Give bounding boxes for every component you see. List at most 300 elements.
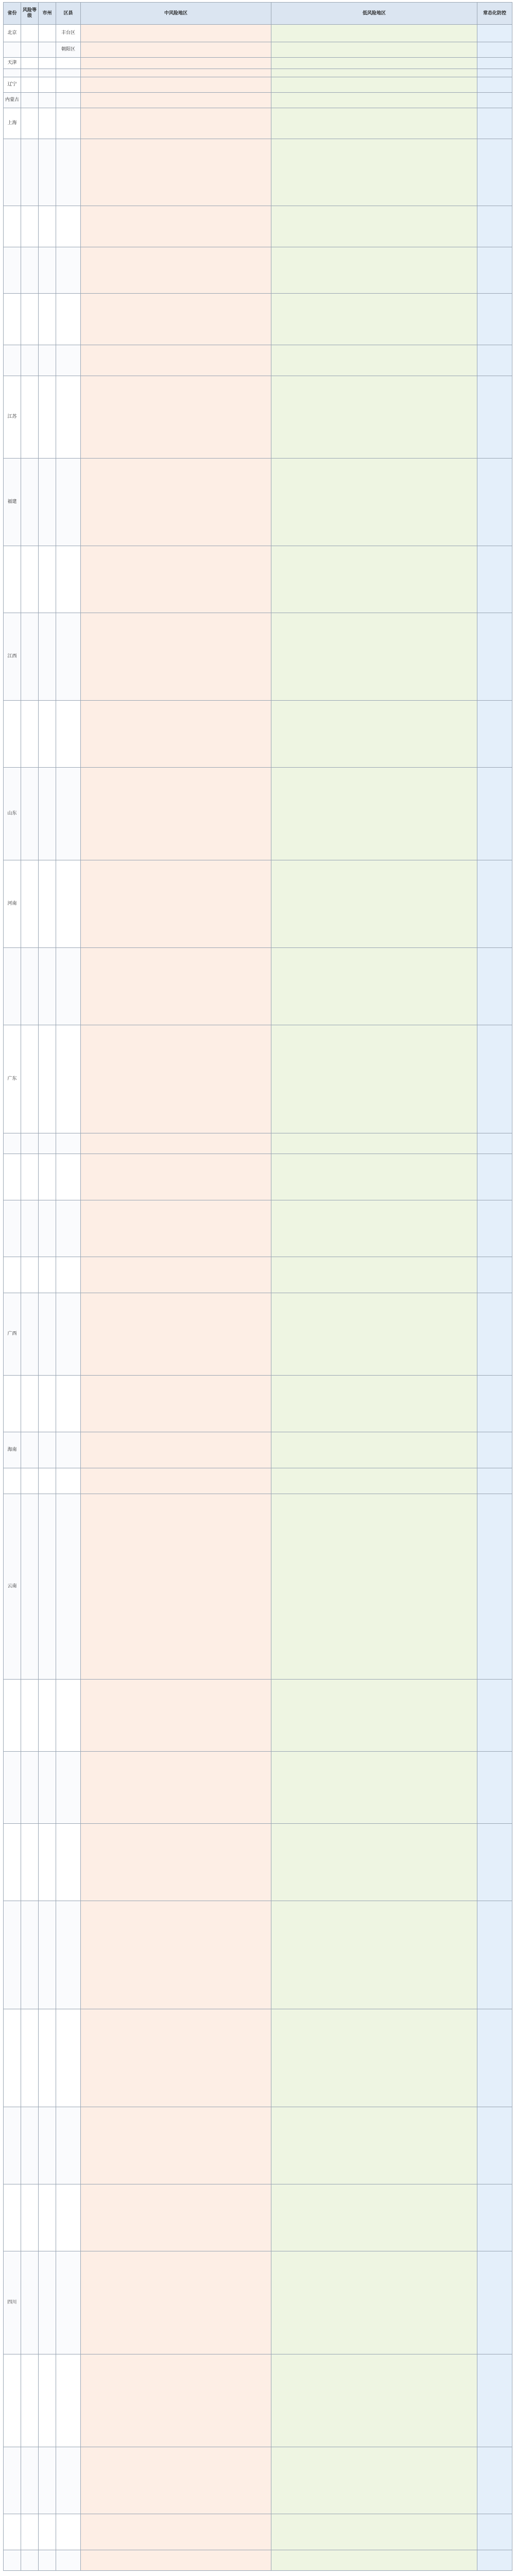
district-cell	[56, 2514, 81, 2550]
low-risk-cell	[271, 613, 477, 701]
city-cell	[39, 1154, 56, 1200]
low-risk-cell	[271, 1257, 477, 1293]
medium-risk-cell	[81, 1824, 271, 1901]
province-cell	[4, 701, 21, 768]
district-cell	[56, 1824, 81, 1901]
table-row	[4, 1752, 512, 1824]
city-cell	[39, 93, 56, 108]
table-row	[4, 2354, 512, 2447]
level-cell	[21, 108, 39, 139]
medium-risk-cell	[81, 345, 271, 376]
district-cell	[56, 768, 81, 860]
normal-control-cell	[477, 247, 512, 294]
medium-risk-cell	[81, 69, 271, 77]
low-risk-cell	[271, 701, 477, 768]
table-row	[4, 2447, 512, 2514]
level-cell	[21, 1468, 39, 1494]
city-cell	[39, 25, 56, 42]
city-cell	[39, 345, 56, 376]
city-cell	[39, 948, 56, 1025]
district-cell	[56, 93, 81, 108]
city-cell	[39, 294, 56, 345]
medium-risk-cell	[81, 77, 271, 93]
district-cell	[56, 546, 81, 613]
medium-risk-cell	[81, 546, 271, 613]
table-header-row	[4, 3, 512, 25]
level-cell	[21, 948, 39, 1025]
level-cell	[21, 1257, 39, 1293]
district-cell	[56, 58, 81, 69]
normal-control-cell	[477, 1257, 512, 1293]
table-row	[4, 613, 512, 701]
normal-control-cell	[477, 1432, 512, 1468]
low-risk-cell	[271, 1680, 477, 1752]
table-row	[4, 247, 512, 294]
medium-risk-cell	[81, 247, 271, 294]
district-cell	[56, 1468, 81, 1494]
province-cell	[4, 247, 21, 294]
medium-risk-cell	[81, 108, 271, 139]
medium-risk-cell	[81, 2107, 271, 2184]
normal-control-cell	[477, 1200, 512, 1257]
district-cell	[56, 1432, 81, 1468]
medium-risk-cell	[81, 1376, 271, 1432]
district-cell	[56, 613, 81, 701]
low-risk-cell	[271, 948, 477, 1025]
level-cell	[21, 69, 39, 77]
city-cell	[39, 1752, 56, 1824]
district-cell	[56, 2184, 81, 2251]
district-cell	[56, 376, 81, 459]
normal-control-cell	[477, 2184, 512, 2251]
level-cell	[21, 247, 39, 294]
normal-control-cell	[477, 2447, 512, 2514]
district-cell	[56, 2251, 81, 2354]
city-cell	[39, 768, 56, 860]
table-row	[4, 1133, 512, 1154]
table-row	[4, 2107, 512, 2184]
table-row	[4, 1494, 512, 1680]
province-cell	[4, 2184, 21, 2251]
low-risk-cell	[271, 2447, 477, 2514]
level-cell	[21, 459, 39, 546]
level-cell	[21, 546, 39, 613]
table-row	[4, 1200, 512, 1257]
district-cell	[56, 77, 81, 93]
province-cell	[4, 1680, 21, 1752]
normal-control-cell	[477, 69, 512, 77]
normal-control-cell	[477, 948, 512, 1025]
table-row	[4, 77, 512, 93]
city-cell	[39, 1824, 56, 1901]
table-row	[4, 768, 512, 860]
city-cell	[39, 2514, 56, 2550]
level-cell	[21, 2447, 39, 2514]
city-cell	[39, 1468, 56, 1494]
table-row	[4, 2550, 512, 2571]
province-cell	[4, 2107, 21, 2184]
normal-control-cell	[477, 77, 512, 93]
table-row	[4, 701, 512, 768]
table-row	[4, 2184, 512, 2251]
table-row	[4, 860, 512, 948]
level-cell	[21, 294, 39, 345]
normal-control-cell	[477, 2009, 512, 2107]
city-cell	[39, 860, 56, 948]
province-cell	[4, 2550, 21, 2571]
low-risk-cell	[271, 42, 477, 58]
medium-risk-cell	[81, 2009, 271, 2107]
table-row	[4, 1376, 512, 1432]
medium-risk-cell	[81, 2354, 271, 2447]
level-cell	[21, 25, 39, 42]
level-cell	[21, 1154, 39, 1200]
low-risk-cell	[271, 1154, 477, 1200]
city-cell	[39, 1376, 56, 1432]
table-row	[4, 139, 512, 206]
header-city: 市州	[39, 3, 56, 25]
normal-control-cell	[477, 2354, 512, 2447]
normal-control-cell	[477, 768, 512, 860]
normal-control-cell	[477, 93, 512, 108]
table-row	[4, 1154, 512, 1200]
city-cell	[39, 247, 56, 294]
level-cell	[21, 1680, 39, 1752]
level-cell	[21, 2354, 39, 2447]
level-cell	[21, 93, 39, 108]
level-cell	[21, 42, 39, 58]
medium-risk-cell	[81, 1025, 271, 1133]
level-cell	[21, 345, 39, 376]
medium-risk-cell	[81, 1494, 271, 1680]
normal-control-cell	[477, 294, 512, 345]
city-cell	[39, 701, 56, 768]
low-risk-cell	[271, 108, 477, 139]
province-cell	[4, 2514, 21, 2550]
table-row	[4, 459, 512, 546]
low-risk-cell	[271, 1025, 477, 1133]
medium-risk-cell	[81, 1293, 271, 1376]
medium-risk-cell	[81, 376, 271, 459]
medium-risk-cell	[81, 1901, 271, 2009]
table-body	[4, 25, 512, 2571]
table-row	[4, 1025, 512, 1133]
city-cell	[39, 42, 56, 58]
district-cell	[56, 1200, 81, 1257]
province-cell: 江西	[4, 613, 21, 701]
header-level: 风险等级	[21, 3, 39, 25]
medium-risk-cell	[81, 93, 271, 108]
medium-risk-cell	[81, 1257, 271, 1293]
normal-control-cell	[477, 2251, 512, 2354]
normal-control-cell	[477, 206, 512, 247]
province-cell	[4, 1376, 21, 1432]
medium-risk-cell	[81, 58, 271, 69]
district-cell	[56, 1293, 81, 1376]
table-row	[4, 42, 512, 58]
normal-control-cell	[477, 58, 512, 69]
level-cell	[21, 206, 39, 247]
low-risk-cell	[271, 206, 477, 247]
city-cell	[39, 1432, 56, 1468]
low-risk-cell	[271, 1468, 477, 1494]
low-risk-cell	[271, 25, 477, 42]
level-cell	[21, 1133, 39, 1154]
medium-risk-cell	[81, 2251, 271, 2354]
medium-risk-cell	[81, 1468, 271, 1494]
level-cell	[21, 2107, 39, 2184]
province-cell	[4, 294, 21, 345]
province-cell	[4, 2009, 21, 2107]
city-cell	[39, 546, 56, 613]
district-cell	[56, 139, 81, 206]
normal-control-cell	[477, 1901, 512, 2009]
low-risk-cell	[271, 768, 477, 860]
level-cell	[21, 1752, 39, 1824]
low-risk-cell	[271, 2009, 477, 2107]
normal-control-cell	[477, 108, 512, 139]
city-cell	[39, 77, 56, 93]
city-cell	[39, 206, 56, 247]
low-risk-cell	[271, 1200, 477, 1257]
province-cell	[4, 345, 21, 376]
level-cell	[21, 2251, 39, 2354]
table-row	[4, 345, 512, 376]
table-row	[4, 2514, 512, 2550]
level-cell	[21, 139, 39, 206]
normal-control-cell	[477, 459, 512, 546]
header-medium: 中风险地区	[81, 3, 271, 25]
province-cell: 天津	[4, 58, 21, 69]
city-cell	[39, 1680, 56, 1752]
low-risk-cell	[271, 93, 477, 108]
province-cell	[4, 139, 21, 206]
table-row	[4, 93, 512, 108]
province-cell	[4, 948, 21, 1025]
table-row	[4, 108, 512, 139]
normal-control-cell	[477, 25, 512, 42]
table-row	[4, 546, 512, 613]
normal-control-cell	[477, 1376, 512, 1432]
medium-risk-cell	[81, 2184, 271, 2251]
table-row	[4, 58, 512, 69]
table-row	[4, 1680, 512, 1752]
province-cell: 福建	[4, 459, 21, 546]
city-cell	[39, 2251, 56, 2354]
province-cell	[4, 1752, 21, 1824]
normal-control-cell	[477, 139, 512, 206]
level-cell	[21, 77, 39, 93]
level-cell	[21, 1824, 39, 1901]
district-cell	[56, 701, 81, 768]
normal-control-cell	[477, 2514, 512, 2550]
district-cell	[56, 2550, 81, 2571]
normal-control-cell	[477, 613, 512, 701]
normal-control-cell	[477, 1293, 512, 1376]
level-cell	[21, 613, 39, 701]
low-risk-cell	[271, 1494, 477, 1680]
city-cell	[39, 2447, 56, 2514]
district-cell	[56, 206, 81, 247]
province-cell	[4, 69, 21, 77]
province-cell	[4, 42, 21, 58]
table-row	[4, 1257, 512, 1293]
city-cell	[39, 1133, 56, 1154]
level-cell	[21, 701, 39, 768]
district-cell	[56, 247, 81, 294]
level-cell	[21, 2184, 39, 2251]
low-risk-cell	[271, 2184, 477, 2251]
province-cell: 辽宁	[4, 77, 21, 93]
normal-control-cell	[477, 860, 512, 948]
level-cell	[21, 1025, 39, 1133]
table-row	[4, 1824, 512, 1901]
medium-risk-cell	[81, 948, 271, 1025]
low-risk-cell	[271, 345, 477, 376]
header-district: 区县	[56, 3, 81, 25]
district-cell	[56, 2009, 81, 2107]
low-risk-cell	[271, 2550, 477, 2571]
district-cell	[56, 948, 81, 1025]
district-cell	[56, 2354, 81, 2447]
medium-risk-cell	[81, 25, 271, 42]
city-cell	[39, 1025, 56, 1133]
city-cell	[39, 69, 56, 77]
low-risk-cell	[271, 2354, 477, 2447]
district-cell	[56, 1376, 81, 1432]
province-cell: 内蒙古	[4, 93, 21, 108]
medium-risk-cell	[81, 2447, 271, 2514]
city-cell	[39, 613, 56, 701]
low-risk-cell	[271, 1432, 477, 1468]
city-cell	[39, 1257, 56, 1293]
low-risk-cell	[271, 860, 477, 948]
medium-risk-cell	[81, 768, 271, 860]
district-cell	[56, 345, 81, 376]
level-cell	[21, 1432, 39, 1468]
medium-risk-cell	[81, 1752, 271, 1824]
medium-risk-cell	[81, 42, 271, 58]
district-cell	[56, 1025, 81, 1133]
level-cell	[21, 768, 39, 860]
low-risk-cell	[271, 1901, 477, 2009]
normal-control-cell	[477, 2107, 512, 2184]
low-risk-cell	[271, 58, 477, 69]
low-risk-cell	[271, 2514, 477, 2550]
normal-control-cell	[477, 546, 512, 613]
medium-risk-cell	[81, 860, 271, 948]
normal-control-cell	[477, 1752, 512, 1824]
province-cell: 上海	[4, 108, 21, 139]
province-cell	[4, 1154, 21, 1200]
table-row	[4, 948, 512, 1025]
province-cell	[4, 1468, 21, 1494]
medium-risk-cell	[81, 459, 271, 546]
low-risk-cell	[271, 459, 477, 546]
normal-control-cell	[477, 1494, 512, 1680]
low-risk-cell	[271, 294, 477, 345]
district-cell	[56, 860, 81, 948]
low-risk-cell	[271, 1824, 477, 1901]
province-cell	[4, 546, 21, 613]
low-risk-cell	[271, 139, 477, 206]
normal-control-cell	[477, 42, 512, 58]
low-risk-cell	[271, 1376, 477, 1432]
normal-control-cell	[477, 2550, 512, 2571]
city-cell	[39, 2107, 56, 2184]
city-cell	[39, 1901, 56, 2009]
province-cell: 云南	[4, 1494, 21, 1680]
medium-risk-cell	[81, 139, 271, 206]
low-risk-cell	[271, 2107, 477, 2184]
city-cell	[39, 58, 56, 69]
medium-risk-cell	[81, 2550, 271, 2571]
normal-control-cell	[477, 1025, 512, 1133]
city-cell	[39, 1293, 56, 1376]
province-cell: 四川	[4, 2251, 21, 2354]
district-cell	[56, 1901, 81, 2009]
level-cell	[21, 376, 39, 459]
medium-risk-cell	[81, 701, 271, 768]
province-cell: 北京	[4, 25, 21, 42]
normal-control-cell	[477, 1154, 512, 1200]
city-cell	[39, 459, 56, 546]
province-cell: 江苏	[4, 376, 21, 459]
table-row	[4, 25, 512, 42]
province-cell	[4, 206, 21, 247]
province-cell	[4, 2354, 21, 2447]
district-cell	[56, 459, 81, 546]
medium-risk-cell	[81, 1680, 271, 1752]
district-cell	[56, 1680, 81, 1752]
normal-control-cell	[477, 345, 512, 376]
level-cell	[21, 1376, 39, 1432]
city-cell	[39, 2009, 56, 2107]
table-row	[4, 2009, 512, 2107]
district-cell	[56, 1494, 81, 1680]
low-risk-cell	[271, 247, 477, 294]
level-cell	[21, 2009, 39, 2107]
city-cell	[39, 376, 56, 459]
level-cell	[21, 58, 39, 69]
medium-risk-cell	[81, 1154, 271, 1200]
normal-control-cell	[477, 1824, 512, 1901]
level-cell	[21, 860, 39, 948]
normal-control-cell	[477, 376, 512, 459]
district-cell	[56, 1154, 81, 1200]
district-cell	[56, 1752, 81, 1824]
normal-control-cell	[477, 1133, 512, 1154]
low-risk-cell	[271, 77, 477, 93]
level-cell	[21, 1494, 39, 1680]
low-risk-cell	[271, 1752, 477, 1824]
table-row	[4, 1432, 512, 1468]
low-risk-cell	[271, 376, 477, 459]
district-cell	[56, 1257, 81, 1293]
province-cell: 山东	[4, 768, 21, 860]
city-cell	[39, 108, 56, 139]
table-row	[4, 294, 512, 345]
normal-control-cell	[477, 701, 512, 768]
province-cell	[4, 1200, 21, 1257]
table-row	[4, 1468, 512, 1494]
low-risk-cell	[271, 1133, 477, 1154]
district-cell: 朝阳区	[56, 42, 81, 58]
header-province: 省份	[4, 3, 21, 25]
medium-risk-cell	[81, 613, 271, 701]
medium-risk-cell	[81, 206, 271, 247]
low-risk-cell	[271, 1293, 477, 1376]
